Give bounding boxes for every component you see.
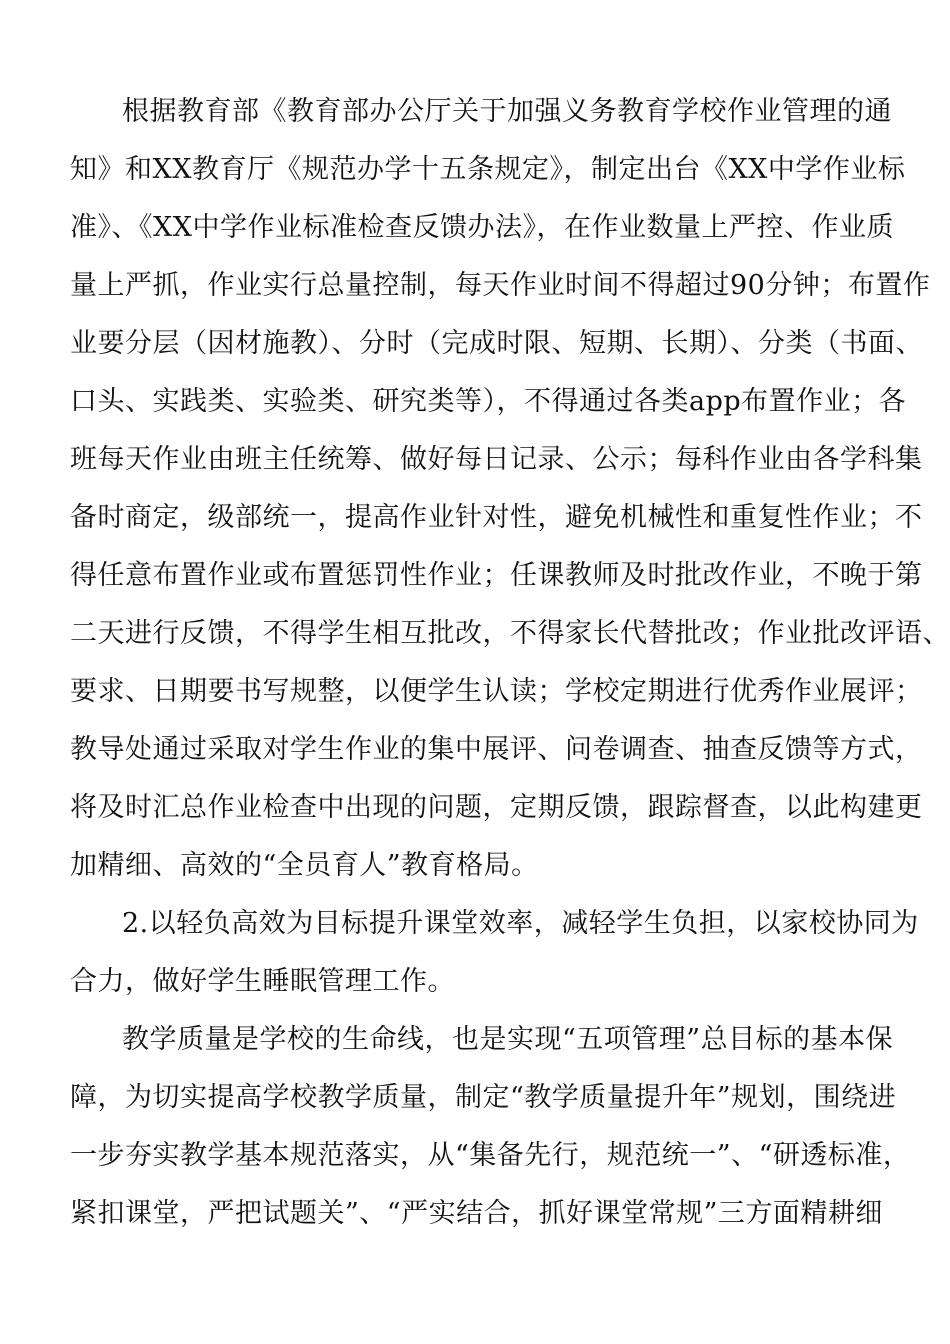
paragraph-3-line-1: 教学质量是学校的生命线，也是实现“五项管理”总目标的基本保 — [122, 1024, 894, 1055]
paragraph-1-line-9: 得任意布置作业或布置惩罚性作业；任课教师及时批改作业，不晚于第 — [70, 560, 923, 591]
paragraph-3-line-2: 障，为切实提高学校教学质量，制定“教学质量提升年”规划，围绕进 — [70, 1082, 897, 1113]
paragraph-2-line-2: 合力，做好学生睡眠管理工作。 — [70, 966, 455, 997]
paragraph-1-line-11: 要求、日期要书写规整，以便学生认读；学校定期进行优秀作业展评； — [70, 676, 923, 707]
paragraph-3-line-4: 紧扣课堂，严把试题关”、“严实结合，抓好课堂常规”三方面精耕细 — [70, 1198, 883, 1229]
paragraph-1-line-8: 备时商定，级部统一，提高作业针对性，避免机械性和重复性作业；不 — [70, 502, 923, 533]
paragraph-1-line-4: 量上严抓，作业实行总量控制，每天作业时间不得超过90分钟；布置作 — [70, 270, 931, 301]
paragraph-1-line-3: 准》、《XX中学作业标准检查反馈办法》，在作业数量上严控、作业质 — [70, 212, 894, 243]
paragraph-1-line-1: 根据教育部《教育部办公厅关于加强义务教育学校作业管理的通 — [122, 96, 892, 127]
paragraph-3-line-3: 一步夯实教学基本规范落实，从“集备先行，规范统一”、“研透标准， — [70, 1140, 911, 1171]
paragraph-1-line-7: 班每天作业由班主任统筹、做好每日记录、公示；每科作业由各学科集 — [70, 444, 923, 475]
paragraph-1-line-12: 教导处通过采取对学生作业的集中展评、问卷调查、抽查反馈等方式， — [70, 734, 923, 765]
paragraph-1-line-2: 知》和XX教育厅《规范办学十五条规定》，制定出台《XX中学作业标 — [70, 154, 906, 185]
paragraph-2-line-1: 2.以轻负高效为目标提升课堂效率，减轻学生负担，以家校协同为 — [122, 908, 919, 939]
paragraph-1-line-10: 二天进行反馈，不得学生相互批改，不得家长代替批改；作业批改评语、 — [70, 618, 950, 649]
paragraph-1-line-6: 口头、实践类、实验类、研究类等），不得通过各类app布置作业；各 — [70, 386, 907, 417]
paragraph-1-line-14: 加精细、高效的“全员育人”教育格局。 — [70, 850, 539, 881]
paragraph-1-line-13: 将及时汇总作业检查中出现的问题，定期反馈，跟踪督查，以此构建更 — [70, 792, 923, 823]
paragraph-1-line-5: 业要分层（因材施教）、分时（完成时限、短期、长期）、分类（书面、 — [70, 328, 923, 359]
